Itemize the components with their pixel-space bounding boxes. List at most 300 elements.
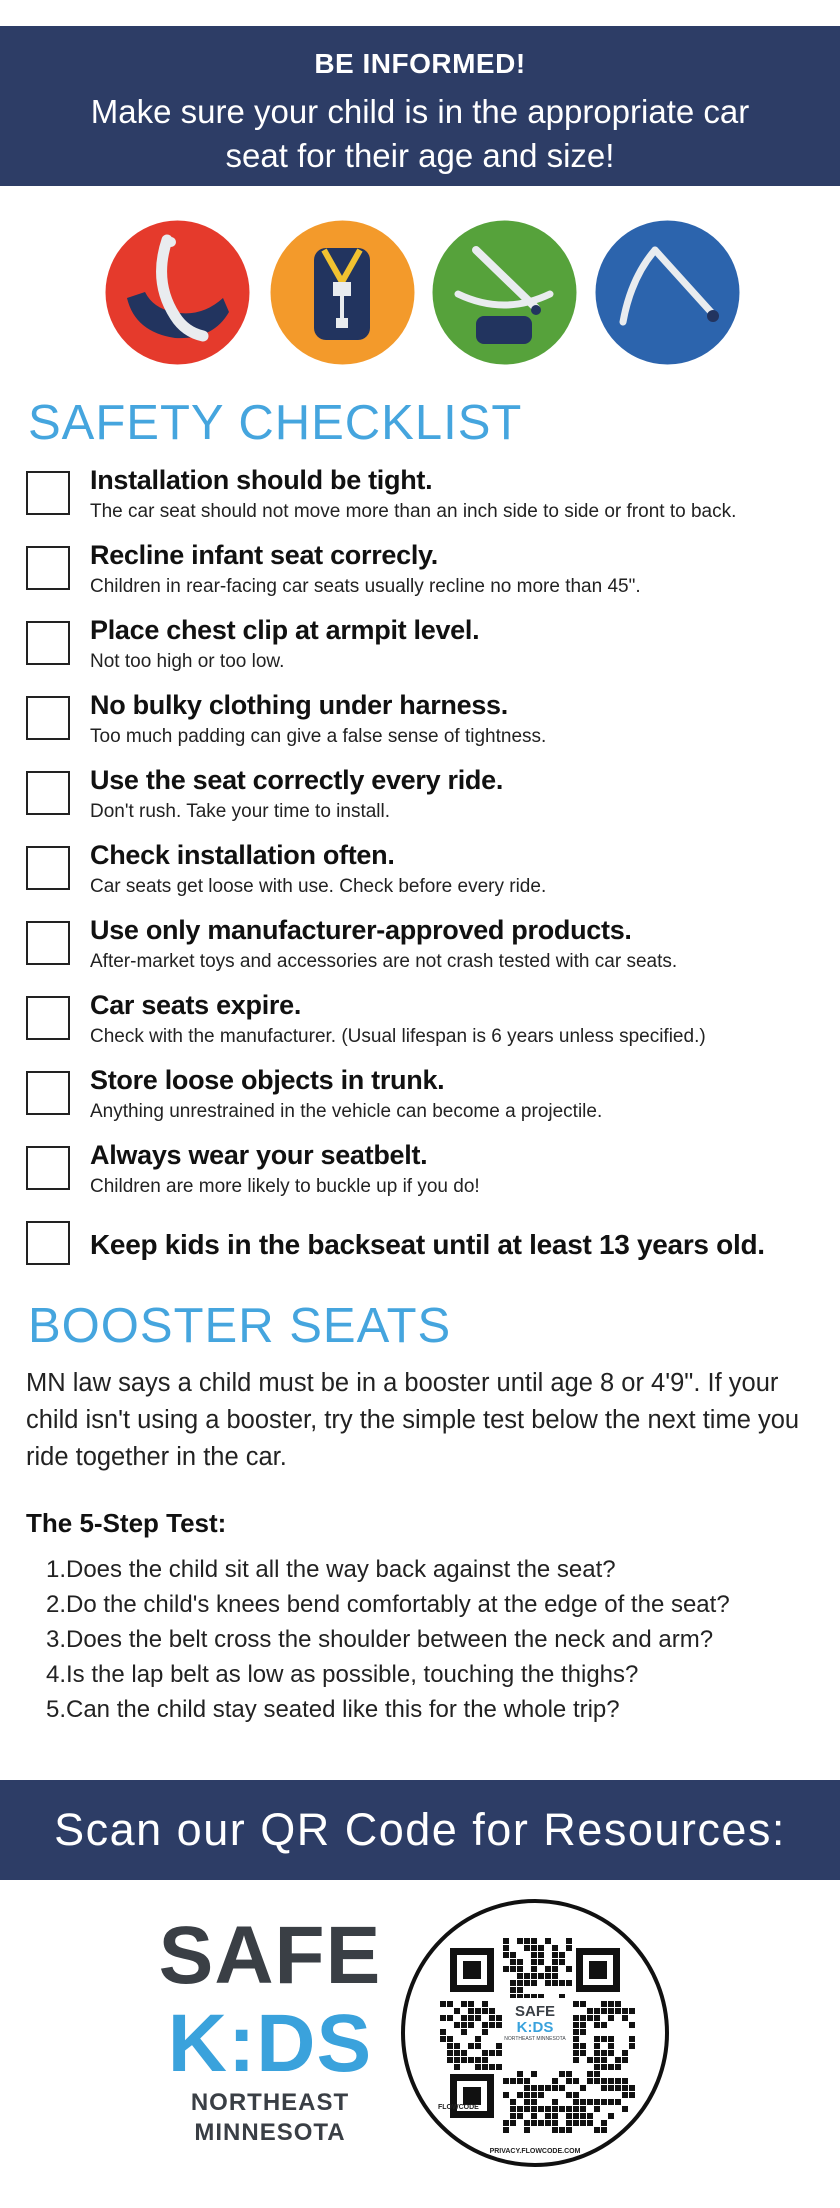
qr-module (524, 1973, 530, 1979)
qr-module (538, 2120, 544, 2126)
checklist-item-heading: Installation should be tight. (90, 465, 433, 495)
qr-module (475, 2043, 481, 2049)
checklist-item (26, 840, 826, 915)
qr-code[interactable] (400, 1898, 670, 2168)
header-subtitle: Make sure your child is in the appropriate car seat for their age and size! (90, 93, 750, 174)
qr-module (629, 2085, 635, 2091)
qr-module (475, 2015, 481, 2021)
qr-module (510, 1966, 516, 1972)
qr-module (615, 2001, 621, 2007)
qr-module (594, 2022, 600, 2028)
qr-module (482, 2001, 488, 2007)
qr-module (559, 1952, 565, 1958)
qr-module (447, 2043, 453, 2049)
logo-region-line2: MINNESOTA (194, 2119, 346, 2146)
checkbox[interactable] (26, 1071, 70, 1115)
checklist-item-detail: Not too high or too low. (90, 651, 285, 672)
qr-module (566, 1945, 572, 1951)
test-step (40, 1552, 830, 1587)
checkbox[interactable] (26, 471, 70, 515)
qr-module (538, 2085, 544, 2091)
qr-module (552, 2085, 558, 2091)
qr-module (552, 1966, 558, 1972)
qr-module (552, 2120, 558, 2126)
qr-module (622, 2057, 628, 2063)
qr-module (531, 2099, 537, 2105)
checklist-item-heading: Use only manufacturer-approved products. (90, 915, 632, 945)
qr-module (573, 2092, 579, 2098)
qr-module (531, 1973, 537, 1979)
qr-module (608, 2043, 614, 2049)
qr-module (503, 2092, 509, 2098)
convertible-seat-icon (270, 220, 415, 365)
safety-checklist-title: SAFETY CHECKLIST (28, 396, 523, 450)
qr-module (552, 1952, 558, 1958)
qr-module (629, 2092, 635, 2098)
qr-module (608, 2113, 614, 2119)
qr-module (538, 1959, 544, 1965)
qr-module (622, 2106, 628, 2112)
qr-module (587, 2078, 593, 2084)
step-text: Does the belt cross the shoulder between the neck and arm? (66, 1626, 714, 1653)
checklist-item-heading: Check installation often. (90, 840, 395, 870)
checklist-item-detail: Don't rush. Take your time to install. (90, 801, 391, 822)
checklist-item (26, 1215, 826, 1290)
qr-module (566, 2071, 572, 2077)
qr-module (510, 1980, 516, 1986)
qr-module (559, 2071, 565, 2077)
qr-module (524, 2120, 530, 2126)
checkbox[interactable] (26, 621, 70, 665)
qr-module (482, 2008, 488, 2014)
checkbox[interactable] (26, 1146, 70, 1190)
qr-module (573, 2120, 579, 2126)
qr-module (482, 2057, 488, 2063)
qr-module (545, 1973, 551, 1979)
qr-module (447, 2015, 453, 2021)
qr-module (545, 2120, 551, 2126)
qr-module (482, 2022, 488, 2028)
qr-module (587, 2113, 593, 2119)
qr-module (468, 2022, 474, 2028)
checklist-item-heading: Car seats expire. (90, 990, 302, 1020)
checklist-item-detail: Too much padding can give a false sense of tightness. (90, 726, 547, 747)
qr-module (510, 2113, 516, 2119)
qr-module (440, 2029, 446, 2035)
flowcode-label: FLOWCODE (438, 2104, 479, 2111)
qr-module (475, 2064, 481, 2070)
qr-module (608, 2078, 614, 2084)
qr-module (489, 2064, 495, 2070)
checklist-item-detail: Children are more likely to buckle up if you do! (90, 1176, 480, 1197)
qr-module (601, 2085, 607, 2091)
checklist-item (26, 690, 826, 765)
qr-module (566, 1938, 572, 1944)
qr-module (573, 2036, 579, 2042)
qr-module (615, 2078, 621, 2084)
checkbox[interactable] (26, 546, 70, 590)
qr-module (545, 1966, 551, 1972)
qr-module (615, 2064, 621, 2070)
qr-module (531, 2071, 537, 2077)
qr-module (489, 2022, 495, 2028)
qr-module (573, 2099, 579, 2105)
step-text: Does the child sit all the way back against the seat? (66, 1556, 616, 1583)
seatbelt-icon (595, 220, 740, 365)
qr-module (566, 2078, 572, 2084)
qr-module (573, 2029, 579, 2035)
qr-module (608, 2008, 614, 2014)
qr-module (454, 2043, 460, 2049)
qr-module (524, 1938, 530, 1944)
checklist-item-heading: Store loose objects in trunk. (90, 1065, 445, 1095)
checklist-item (26, 1140, 826, 1215)
qr-module (552, 1980, 558, 1986)
qr-module (601, 2057, 607, 2063)
safe-kids-logo (150, 1912, 390, 2148)
qr-module (629, 2008, 635, 2014)
qr-module (594, 2071, 600, 2077)
qr-module (503, 2127, 509, 2133)
checklist-item-heading: No bulky clothing under harness. (90, 690, 508, 720)
qr-footer-url: PRIVACY.FLOWCODE.COM (489, 2148, 581, 2155)
qr-module (489, 2008, 495, 2014)
qr-module (489, 2050, 495, 2056)
qr-module (447, 2036, 453, 2042)
step-text: Do the child's knees bend comfortably at the edge of the seat? (66, 1591, 730, 1618)
qr-module (566, 2127, 572, 2133)
step-number: 1. (45, 1556, 66, 1583)
qr-module (510, 1952, 516, 1958)
qr-module (538, 1945, 544, 1951)
qr-module (475, 2008, 481, 2014)
qr-module (510, 1987, 516, 1993)
qr-module (545, 2106, 551, 2112)
qr-module (608, 2099, 614, 2105)
qr-module (615, 2008, 621, 2014)
qr-module (580, 2099, 586, 2105)
step-number: 4. (45, 1661, 66, 1688)
qr-module (608, 2001, 614, 2007)
qr-module (538, 2092, 544, 2098)
qr-module (559, 2085, 565, 2091)
qr-module (573, 2106, 579, 2112)
qr-module (524, 2078, 530, 2084)
qr-module (531, 1938, 537, 1944)
qr-module (587, 2071, 593, 2077)
qr-module (461, 2029, 467, 2035)
qr-module (440, 2001, 446, 2007)
qr-module (559, 2106, 565, 2112)
qr-module (573, 2043, 579, 2049)
qr-module (454, 2008, 460, 2014)
checklist-item-detail: Check with the manufacturer. (Usual lifespan is 6 years unless specified.) (90, 1026, 706, 1047)
qr-module (461, 2050, 467, 2056)
qr-module (545, 1980, 551, 1986)
qr-module (594, 2008, 600, 2014)
qr-module (545, 1938, 551, 1944)
qr-module (538, 1973, 544, 1979)
qr-module (580, 2120, 586, 2126)
qr-module (629, 2036, 635, 2042)
qr-module (566, 1980, 572, 1986)
qr-module (594, 2099, 600, 2105)
step-number: 3. (45, 1626, 66, 1653)
qr-module (580, 2029, 586, 2035)
qr-module (580, 2085, 586, 2091)
qr-module (503, 1938, 509, 1944)
qr-module (552, 1973, 558, 1979)
qr-module (503, 1952, 509, 1958)
qr-module (475, 2036, 481, 2042)
qr-center-logo (502, 1998, 568, 2064)
qr-module (580, 2106, 586, 2112)
qr-module (468, 2057, 474, 2063)
qr-module (517, 2092, 523, 2098)
qr-module (608, 2036, 614, 2042)
qr-module (608, 2064, 614, 2070)
qr-center-safe: SAFE (514, 2003, 555, 2020)
checklist-item-heading: Keep kids in the backseat until at least 13 years old. (90, 1229, 765, 1260)
qr-module (573, 2015, 579, 2021)
qr-module (461, 2001, 467, 2007)
qr-module (517, 1959, 523, 1965)
qr-module (587, 2008, 593, 2014)
qr-module (531, 1945, 537, 1951)
booster-intro-text: MN law says a child must be in a booster until age 8 or 4'9". If your child isn't using a booster, try the simple test below the next time you ride together in the car. (26, 1369, 800, 1471)
qr-module (552, 1945, 558, 1951)
qr-module (566, 2120, 572, 2126)
qr-module (608, 2015, 614, 2021)
qr-module (461, 2057, 467, 2063)
qr-module (622, 2050, 628, 2056)
qr-module (531, 2092, 537, 2098)
logo-region-line1: NORTHEAST (190, 2089, 350, 2116)
qr-module (517, 2078, 523, 2084)
qr-module (475, 2057, 481, 2063)
qr-module (524, 2092, 530, 2098)
qr-module (580, 2001, 586, 2007)
qr-module (580, 2015, 586, 2021)
qr-module (468, 2001, 474, 2007)
qr-module (601, 2050, 607, 2056)
qr-module (594, 2064, 600, 2070)
qr-center-kids: K:DS (516, 2019, 554, 2036)
checklist-item-heading: Place chest clip at armpit level. (90, 615, 480, 645)
qr-module (517, 2113, 523, 2119)
qr-module (580, 2043, 586, 2049)
header-banner (0, 26, 840, 186)
qr-module (510, 1959, 516, 1965)
qr-module (517, 2071, 523, 2077)
qr-module (517, 1938, 523, 1944)
qr-module (447, 2001, 453, 2007)
qr-module (524, 1980, 530, 1986)
checklist-item (26, 990, 826, 1065)
test-step (40, 1657, 830, 1692)
qr-module (594, 2106, 600, 2112)
qr-module (601, 2022, 607, 2028)
checkbox[interactable] (26, 996, 70, 1040)
qr-module (559, 2127, 565, 2133)
qr-module (545, 2113, 551, 2119)
qr-module (587, 2015, 593, 2021)
qr-banner-text: Scan our QR Code for Resources: (54, 1804, 786, 1855)
qr-module (552, 2078, 558, 2084)
logo-kids-text: K:DS (167, 1998, 373, 2089)
qr-module (454, 2050, 460, 2056)
qr-module (566, 2106, 572, 2112)
qr-module (447, 2050, 453, 2056)
checklist-item-heading: Use the seat correctly every ride. (90, 765, 504, 795)
checklist-item-heading: Recline infant seat correcly. (90, 540, 438, 570)
qr-module (608, 2085, 614, 2091)
qr-module (566, 2092, 572, 2098)
header-title: BE INFORMED! (314, 48, 526, 79)
qr-module (524, 2106, 530, 2112)
infant-seat-icon (105, 220, 250, 365)
qr-module (559, 1980, 565, 1986)
qr-module (552, 1959, 558, 1965)
qr-module (566, 2113, 572, 2119)
qr-module (601, 2001, 607, 2007)
checkbox[interactable] (26, 696, 70, 740)
qr-module (601, 2036, 607, 2042)
checkbox[interactable] (26, 1221, 70, 1265)
qr-module (531, 2085, 537, 2091)
checklist-item (26, 615, 826, 690)
qr-module (580, 2113, 586, 2119)
qr-module (531, 1980, 537, 1986)
step-text: Can the child stay seated like this for the whole trip? (66, 1696, 620, 1723)
qr-module (573, 2078, 579, 2084)
qr-module (510, 2106, 516, 2112)
checklist-item (26, 765, 826, 840)
qr-module (482, 2029, 488, 2035)
qr-module (524, 1945, 530, 1951)
test-step (40, 1622, 830, 1657)
qr-module (468, 2015, 474, 2021)
qr-module (482, 2064, 488, 2070)
qr-module (559, 1959, 565, 1965)
qr-module (552, 2113, 558, 2119)
step-text: Is the lap belt as low as possible, touching the thighs? (66, 1661, 639, 1688)
qr-module (510, 2099, 516, 2105)
car-seat-icons (0, 220, 840, 365)
qr-module (622, 2015, 628, 2021)
qr-module (531, 1966, 537, 1972)
qr-center-region: NORTHEAST MINNESOTA (504, 2036, 566, 2042)
five-step-test-list (40, 1552, 830, 1727)
qr-module (622, 2092, 628, 2098)
qr-module (468, 2008, 474, 2014)
qr-module (601, 2064, 607, 2070)
qr-module (587, 2099, 593, 2105)
qr-module (580, 2022, 586, 2028)
qr-module (601, 2127, 607, 2133)
qr-module (440, 2036, 446, 2042)
qr-module (594, 2078, 600, 2084)
booster-seats-title: BOOSTER SEATS (28, 1299, 452, 1353)
qr-module (580, 2050, 586, 2056)
qr-module (531, 1959, 537, 1965)
qr-module (517, 1973, 523, 1979)
checklist-item-detail: Car seats get loose with use. Check before every ride. (90, 876, 547, 897)
qr-module (573, 2001, 579, 2007)
checkbox[interactable] (26, 921, 70, 965)
qr-module (622, 2078, 628, 2084)
qr-module (615, 2057, 621, 2063)
qr-module (524, 2127, 530, 2133)
qr-module (461, 2022, 467, 2028)
checklist-item-detail: After-market toys and accessories are not crash tested with car seats. (90, 951, 678, 972)
qr-module (531, 1952, 537, 1958)
qr-module (524, 2085, 530, 2091)
qr-banner (0, 1780, 840, 1880)
checklist-item-detail: The car seat should not move more than an inch side to side or front to back. (90, 501, 737, 522)
checklist-item-detail: Anything unrestrained in the vehicle can become a projectile. (90, 1101, 603, 1122)
qr-module (594, 2127, 600, 2133)
qr-module (587, 2120, 593, 2126)
qr-module (517, 1987, 523, 1993)
qr-module (454, 2022, 460, 2028)
checklist-item (26, 915, 826, 990)
qr-module (573, 2050, 579, 2056)
qr-module (510, 2078, 516, 2084)
qr-module (573, 2022, 579, 2028)
qr-module (496, 2064, 502, 2070)
qr-module (594, 2057, 600, 2063)
qr-module (601, 2120, 607, 2126)
qr-module (517, 1980, 523, 1986)
qr-module (538, 2106, 544, 2112)
qr-module (531, 2106, 537, 2112)
checklist-item (26, 540, 826, 615)
qr-module (489, 2015, 495, 2021)
checkbox[interactable] (26, 771, 70, 815)
safety-checklist (26, 465, 826, 1290)
qr-module (468, 2043, 474, 2049)
qr-module (608, 2050, 614, 2056)
qr-module (503, 1966, 509, 1972)
five-step-test-title: The 5-Step Test: (26, 1508, 227, 1538)
qr-module (482, 2050, 488, 2056)
qr-module (594, 2043, 600, 2049)
qr-module (587, 2057, 593, 2063)
qr-module (440, 2015, 446, 2021)
qr-module (573, 2113, 579, 2119)
qr-module (503, 2078, 509, 2084)
qr-module (538, 1952, 544, 1958)
qr-module (573, 2057, 579, 2063)
qr-module (601, 2099, 607, 2105)
qr-module (601, 2078, 607, 2084)
test-step (40, 1587, 830, 1622)
qr-module (601, 2008, 607, 2014)
qr-module (629, 2022, 635, 2028)
qr-module (531, 2120, 537, 2126)
checklist-item-heading: Always wear your seatbelt. (90, 1140, 428, 1170)
qr-module (510, 2120, 516, 2126)
checklist-item (26, 465, 826, 540)
checkbox[interactable] (26, 846, 70, 890)
qr-module (615, 2099, 621, 2105)
step-number: 5. (45, 1696, 66, 1723)
qr-module (461, 2015, 467, 2021)
qr-module (552, 2127, 558, 2133)
qr-module (531, 2113, 537, 2119)
qr-module (454, 2064, 460, 2070)
